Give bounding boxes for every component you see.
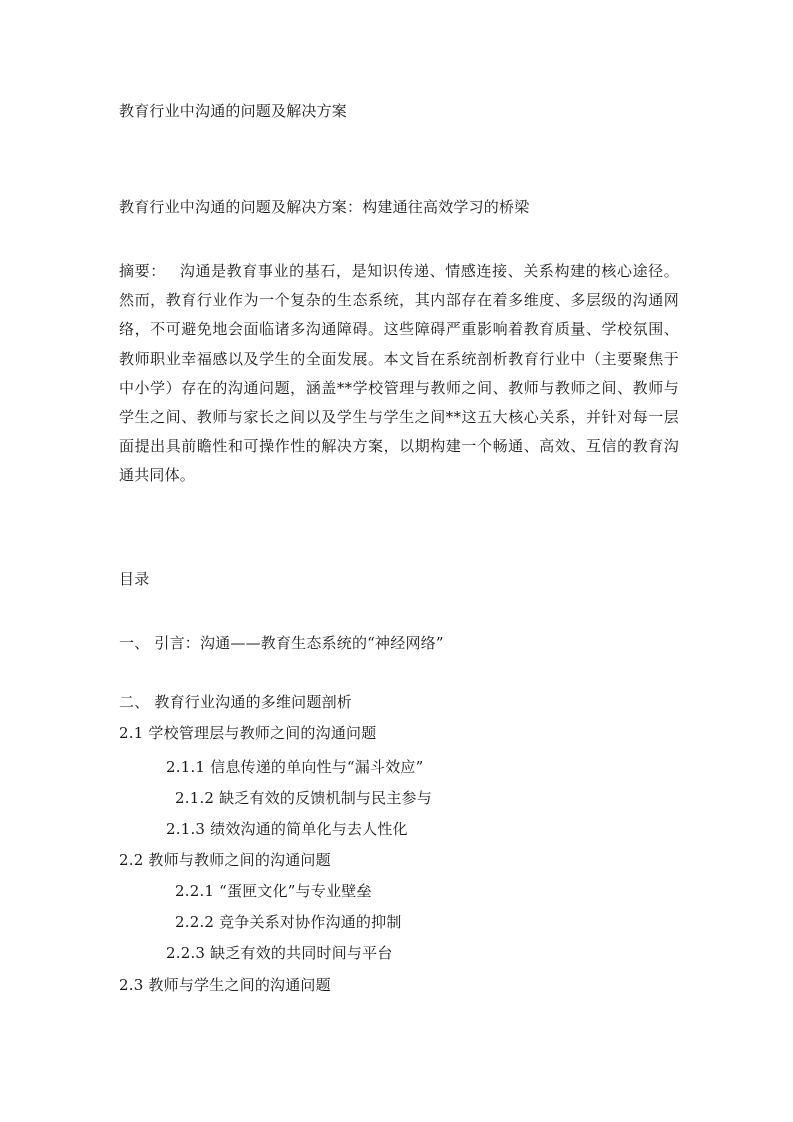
- toc-item[interactable]: 2.3 教师与学生之间的沟通问题: [119, 976, 331, 994]
- toc-item[interactable]: 2.1.2 缺乏有效的反馈机制与民主参与: [175, 789, 432, 807]
- toc-item[interactable]: 2.2 教师与教师之间的沟通问题: [119, 851, 331, 869]
- abstract-paragraph: [119, 257, 679, 491]
- abstract-text: 沟通是教育事业的基石，是知识传递、情感连接、关系构建的核心途径。然而，教育行业作为一个复杂的生态系统，其内部存在着多维度、多层级的沟通网络，不可避免地会面临诸多沟通障碍。这些障碍严重影响着教育质量、学校氛围、教师职业幸福感以及学生的全面发展。本文旨在系统剖析教育行业中（主要聚焦于中小学）存在的沟通问题，涵盖**学校管理与教师之间、教师与教师之间、教师与学生之间、教师与家长之间以及学生与学生之间**这五大核心关系，并针对每一层面提出具前瞻性和可操作性的解决方案，以期构建一个畅通、高效、互信的教育沟通共同体。: [119, 262, 679, 485]
- toc-item[interactable]: 2.1.3 绩效沟通的简单化与去人性化: [166, 820, 408, 838]
- document-subtitle: 教育行业中沟通的问题及解决方案：构建通往高效学习的桥梁: [119, 198, 530, 216]
- toc-item[interactable]: 2.1.1 信息传递的单向性与“漏斗效应”: [166, 758, 424, 776]
- document-title: 教育行业中沟通的问题及解决方案: [119, 102, 348, 120]
- toc-heading: 目录: [119, 570, 150, 588]
- toc-item[interactable]: 2.2.3 缺乏有效的共同时间与平台: [166, 944, 393, 962]
- abstract-label: 摘要：: [119, 262, 166, 280]
- toc-item[interactable]: 二、 教育行业沟通的多维问题剖析: [119, 693, 352, 711]
- toc-item[interactable]: 2.1 学校管理层与教师之间的沟通问题: [119, 724, 377, 742]
- toc-item[interactable]: 2.2.1 “蛋匣文化”与专业壁垒: [175, 882, 372, 900]
- toc-item[interactable]: 一、 引言：沟通——教育生态系统的“神经网络”: [119, 634, 444, 652]
- toc-item[interactable]: 2.2.2 竞争关系对协作沟通的抑制: [175, 913, 402, 931]
